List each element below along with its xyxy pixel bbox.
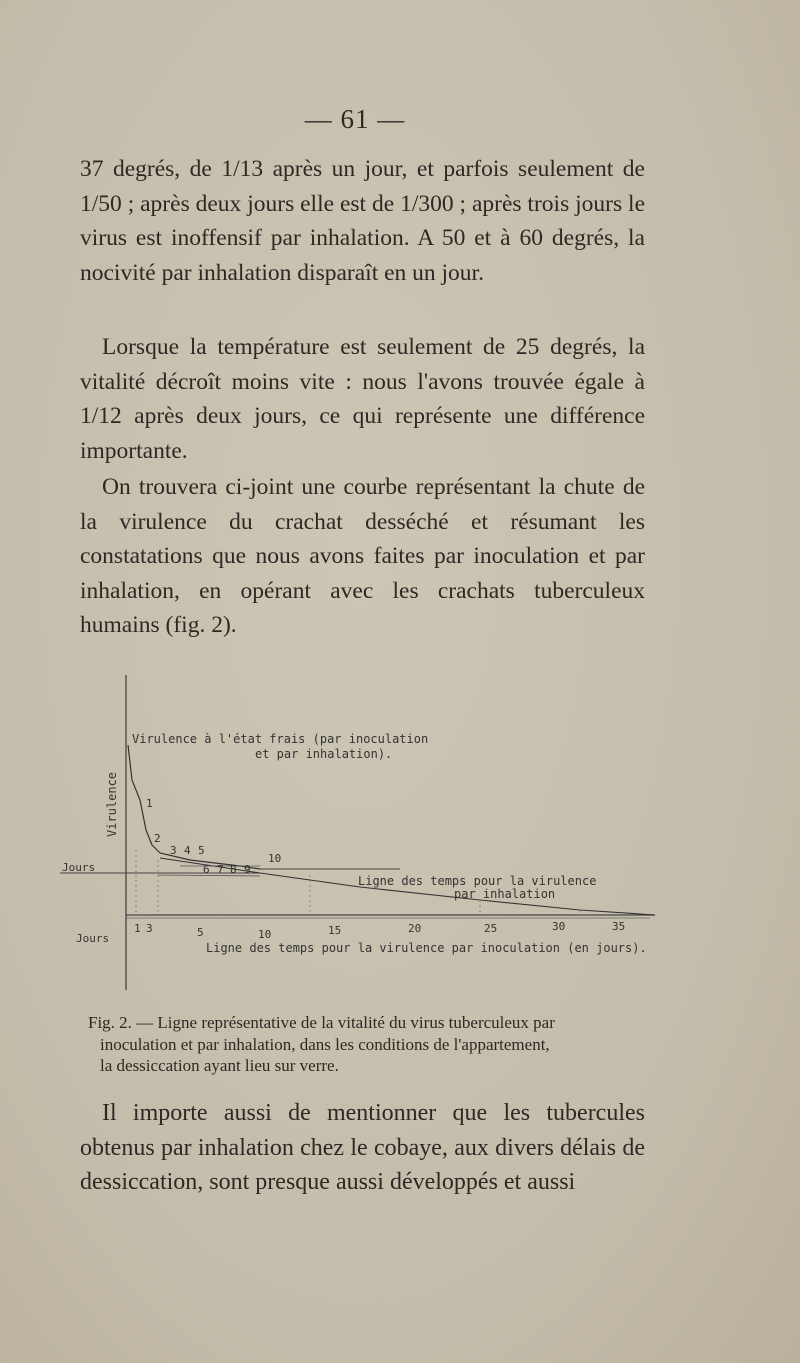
paragraph-temperature-25: Lorsque la température est seulement de 25 degrés, la vitalité décroît moins vite : nous l'avons trouvée égale à 1/12 après deux jours, ce qui représente une différence importante.: [80, 334, 645, 464]
upper-tick: 3: [170, 844, 177, 857]
upper-tick: 4: [184, 844, 191, 857]
caption-line: la dessiccation ayant lieu sur verre.: [100, 1056, 339, 1075]
upper-days-label: Jours: [62, 861, 96, 874]
lower-tick: 5: [197, 926, 204, 939]
page-number: — 61 —: [304, 104, 406, 134]
caption-line: Fig. 2. — Ligne représentative de la vitalité du virus tuberculeux par: [88, 1013, 555, 1032]
lower-tick: 30: [552, 920, 566, 933]
lower-tick: 35: [612, 920, 626, 933]
upper-tick: 2: [154, 832, 161, 845]
lower-tick: 25: [484, 922, 498, 935]
upper-tick: 5: [198, 844, 205, 857]
inoculation-line-label: Ligne des temps pour la virulence par inoculation (en jours).: [206, 941, 647, 955]
upper-tick: 8: [230, 863, 237, 876]
lower-tick: 3: [146, 922, 153, 935]
lower-tick: 20: [408, 922, 422, 935]
inhalation-line-label-line2: par inhalation: [454, 887, 556, 901]
virulence-figure: [60, 670, 680, 1000]
upper-tick: 9: [244, 863, 251, 876]
figure-caption: [88, 1012, 641, 1077]
lower-days-label: Jours: [76, 932, 110, 945]
paragraph-temperature-37: 37 degrés, de 1/13 après un jour, et parfois seulement de 1/50 ; après deux jours elle est de 1/300 ; après trois jours le virus est inoffensif par inhalation. A 50 et à 60 degrés, la nocivité par inhalation disparaît en un jour.: [80, 156, 645, 286]
paragraph-curve-intro: On trouvera ci-joint une courbe représentant la chute de la virulence du crachat desséché et résumant les constatations que nous avons faites par inoculation et par inhalation, en opérant avec les crachats tuberculeux humains (fig. 2).: [80, 474, 645, 638]
lower-tick: 10: [258, 928, 272, 941]
upper-tick: 6: [203, 863, 210, 876]
inhalation-line-label-line1: Ligne des temps pour la virulence: [358, 874, 597, 888]
upper-tick: 10: [268, 852, 282, 865]
fresh-virulence-label-line1: Virulence à l'état frais (par inoculation: [132, 732, 429, 746]
virulence-diagram: [60, 670, 680, 1000]
lower-tick: 1: [134, 922, 141, 935]
y-axis-label: Virulence: [105, 771, 119, 837]
paragraph-tubercles: Il importe aussi de mentionner que les tubercules obtenus par inhalation chez le cobaye, aux divers délais de dessiccation, sont presque aussi développés et aussi: [80, 1100, 645, 1195]
caption-line: inoculation et par inhalation, dans les conditions de l'appartement,: [100, 1034, 550, 1054]
lower-tick: 15: [328, 924, 342, 937]
upper-tick: 1: [146, 797, 153, 810]
upper-tick: 7: [217, 863, 224, 876]
fresh-virulence-label-line2: et par inhalation).: [255, 747, 393, 761]
